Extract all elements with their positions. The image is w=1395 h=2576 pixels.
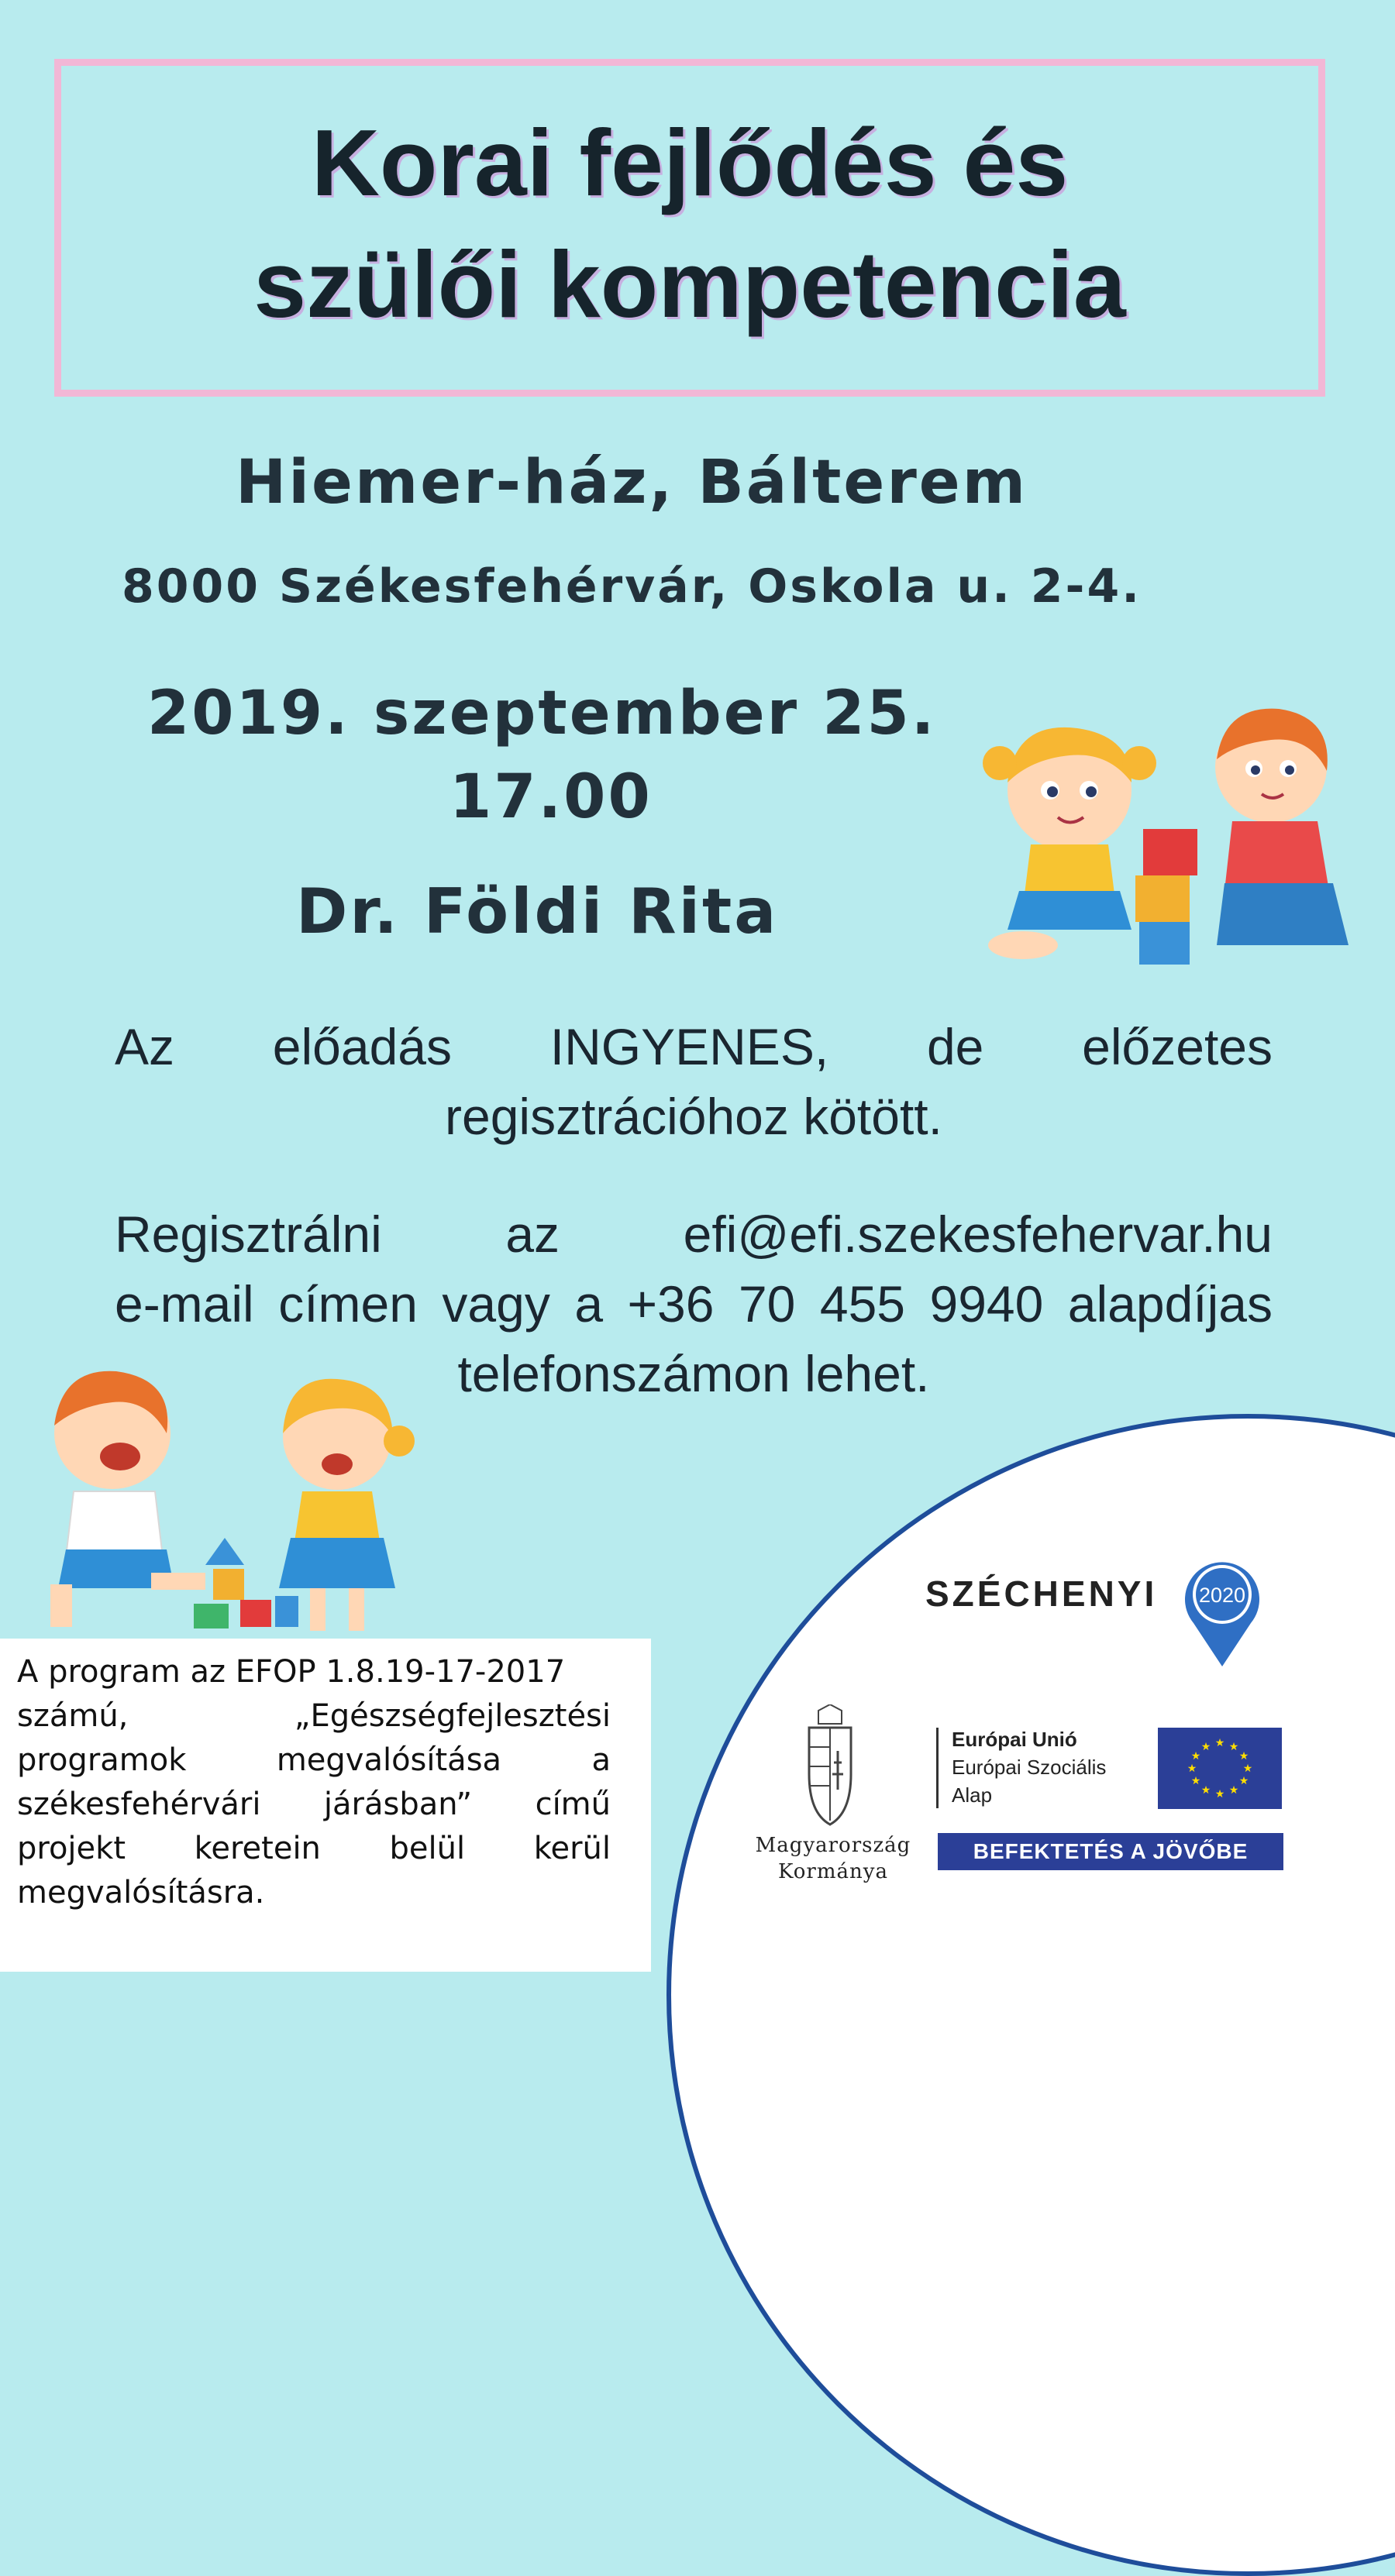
svg-text:★: ★ — [1242, 1763, 1253, 1775]
word: INGYENES, — [549, 1018, 829, 1075]
svg-text:★: ★ — [1238, 1775, 1249, 1787]
svg-text:★: ★ — [1190, 1775, 1201, 1787]
word: „Egészségfejlesztési — [294, 1698, 611, 1734]
children-crying-illustration — [19, 1364, 438, 1642]
svg-text:★: ★ — [1190, 1750, 1201, 1763]
event-time: 17.00 — [450, 762, 653, 832]
word: 70 — [738, 1275, 796, 1333]
registration-line-1 — [115, 1199, 1273, 1269]
svg-text:★: ★ — [1238, 1750, 1249, 1763]
word: projekt — [17, 1831, 126, 1866]
footnote-line-4 — [17, 1783, 611, 1827]
registration-line-2 — [115, 1269, 1273, 1339]
word: Regisztrálni — [115, 1205, 382, 1263]
svg-text:★: ★ — [1200, 1784, 1211, 1797]
svg-text:★: ★ — [1228, 1784, 1239, 1797]
address: 8000 Székesfehérvár, Oskola u. 2-4. — [121, 559, 1142, 614]
word: számú, — [17, 1698, 129, 1734]
email-link[interactable]: efi@efi.szekesfehervar.hu — [683, 1205, 1273, 1263]
word: 455 — [819, 1275, 905, 1333]
svg-text:★: ★ — [1187, 1763, 1197, 1775]
free-notice-line-1 — [115, 1012, 1273, 1082]
word: járásban” — [323, 1787, 473, 1822]
gov-line-2: Kormánya — [778, 1860, 888, 1883]
svg-text:★: ★ — [1200, 1741, 1211, 1753]
title-line-1: Korai fejlődés és — [311, 110, 1069, 215]
gov-line-1: Magyarország — [755, 1834, 911, 1857]
word: a — [591, 1742, 611, 1778]
word: megvalósítása — [276, 1742, 502, 1778]
free-notice — [115, 1012, 1273, 1151]
government-logo-text — [736, 1832, 930, 1885]
eu-fund-line-1: Európai Szociális — [952, 1756, 1107, 1779]
word: programok — [17, 1742, 187, 1778]
word: címen — [278, 1275, 418, 1333]
program-footnote — [17, 1650, 611, 1915]
word: kerül — [533, 1831, 611, 1866]
word: belül — [389, 1831, 466, 1866]
hungarian-coat-of-arms — [803, 1704, 857, 1828]
eu-title: Európai Unió — [952, 1728, 1077, 1751]
word: az — [505, 1205, 560, 1263]
title-box — [54, 59, 1325, 397]
speaker-name: Dr. Földi Rita — [296, 875, 779, 948]
svg-text:★: ★ — [1228, 1741, 1239, 1753]
word: Az — [115, 1018, 175, 1075]
location-pin-icon — [1180, 1552, 1265, 1668]
word: című — [535, 1787, 611, 1822]
footnote-line-3 — [17, 1739, 611, 1783]
footnote-line-2 — [17, 1694, 611, 1739]
invest-banner: BEFEKTETÉS A JÖVŐBE — [938, 1833, 1283, 1870]
szechenyi-year: 2020 — [1198, 1584, 1246, 1607]
eu-fund-line-2: Alap — [952, 1783, 993, 1807]
word: előadás — [272, 1018, 452, 1075]
eu-flag-icon — [1158, 1728, 1282, 1809]
eu-divider — [936, 1728, 939, 1808]
svg-text:★: ★ — [1214, 1737, 1225, 1749]
word: de — [926, 1018, 984, 1075]
venue: Hiemer-ház, Bálterem — [236, 448, 1028, 518]
word: keretein — [194, 1831, 321, 1866]
free-notice-line-2: regisztrációhoz kötött. — [445, 1088, 942, 1145]
word[interactable]: +36 — [627, 1275, 715, 1333]
word: e-mail — [115, 1275, 254, 1333]
word: 9940 — [929, 1275, 1044, 1333]
footnote-line-5 — [17, 1827, 611, 1871]
word: vagy — [442, 1275, 550, 1333]
szechenyi-logo-text: SZÉCHENYI — [925, 1573, 1158, 1614]
word: előzetes — [1082, 1018, 1273, 1075]
event-date: 2019. szeptember 25. — [147, 679, 937, 748]
footnote-line-1: A program az EFOP 1.8.19-17-2017 — [17, 1654, 566, 1690]
svg-text:★: ★ — [1214, 1788, 1225, 1800]
title-line-2: szülői kompetencia — [253, 232, 1126, 337]
footnote-line-6: megvalósításra. — [17, 1875, 265, 1911]
word: alapdíjas — [1067, 1275, 1273, 1333]
registration-line-3: telefonszámon lehet. — [457, 1345, 930, 1402]
word: a — [574, 1275, 604, 1333]
children-playing-blocks-illustration — [969, 697, 1372, 976]
word: székesfehérvári — [17, 1787, 261, 1822]
